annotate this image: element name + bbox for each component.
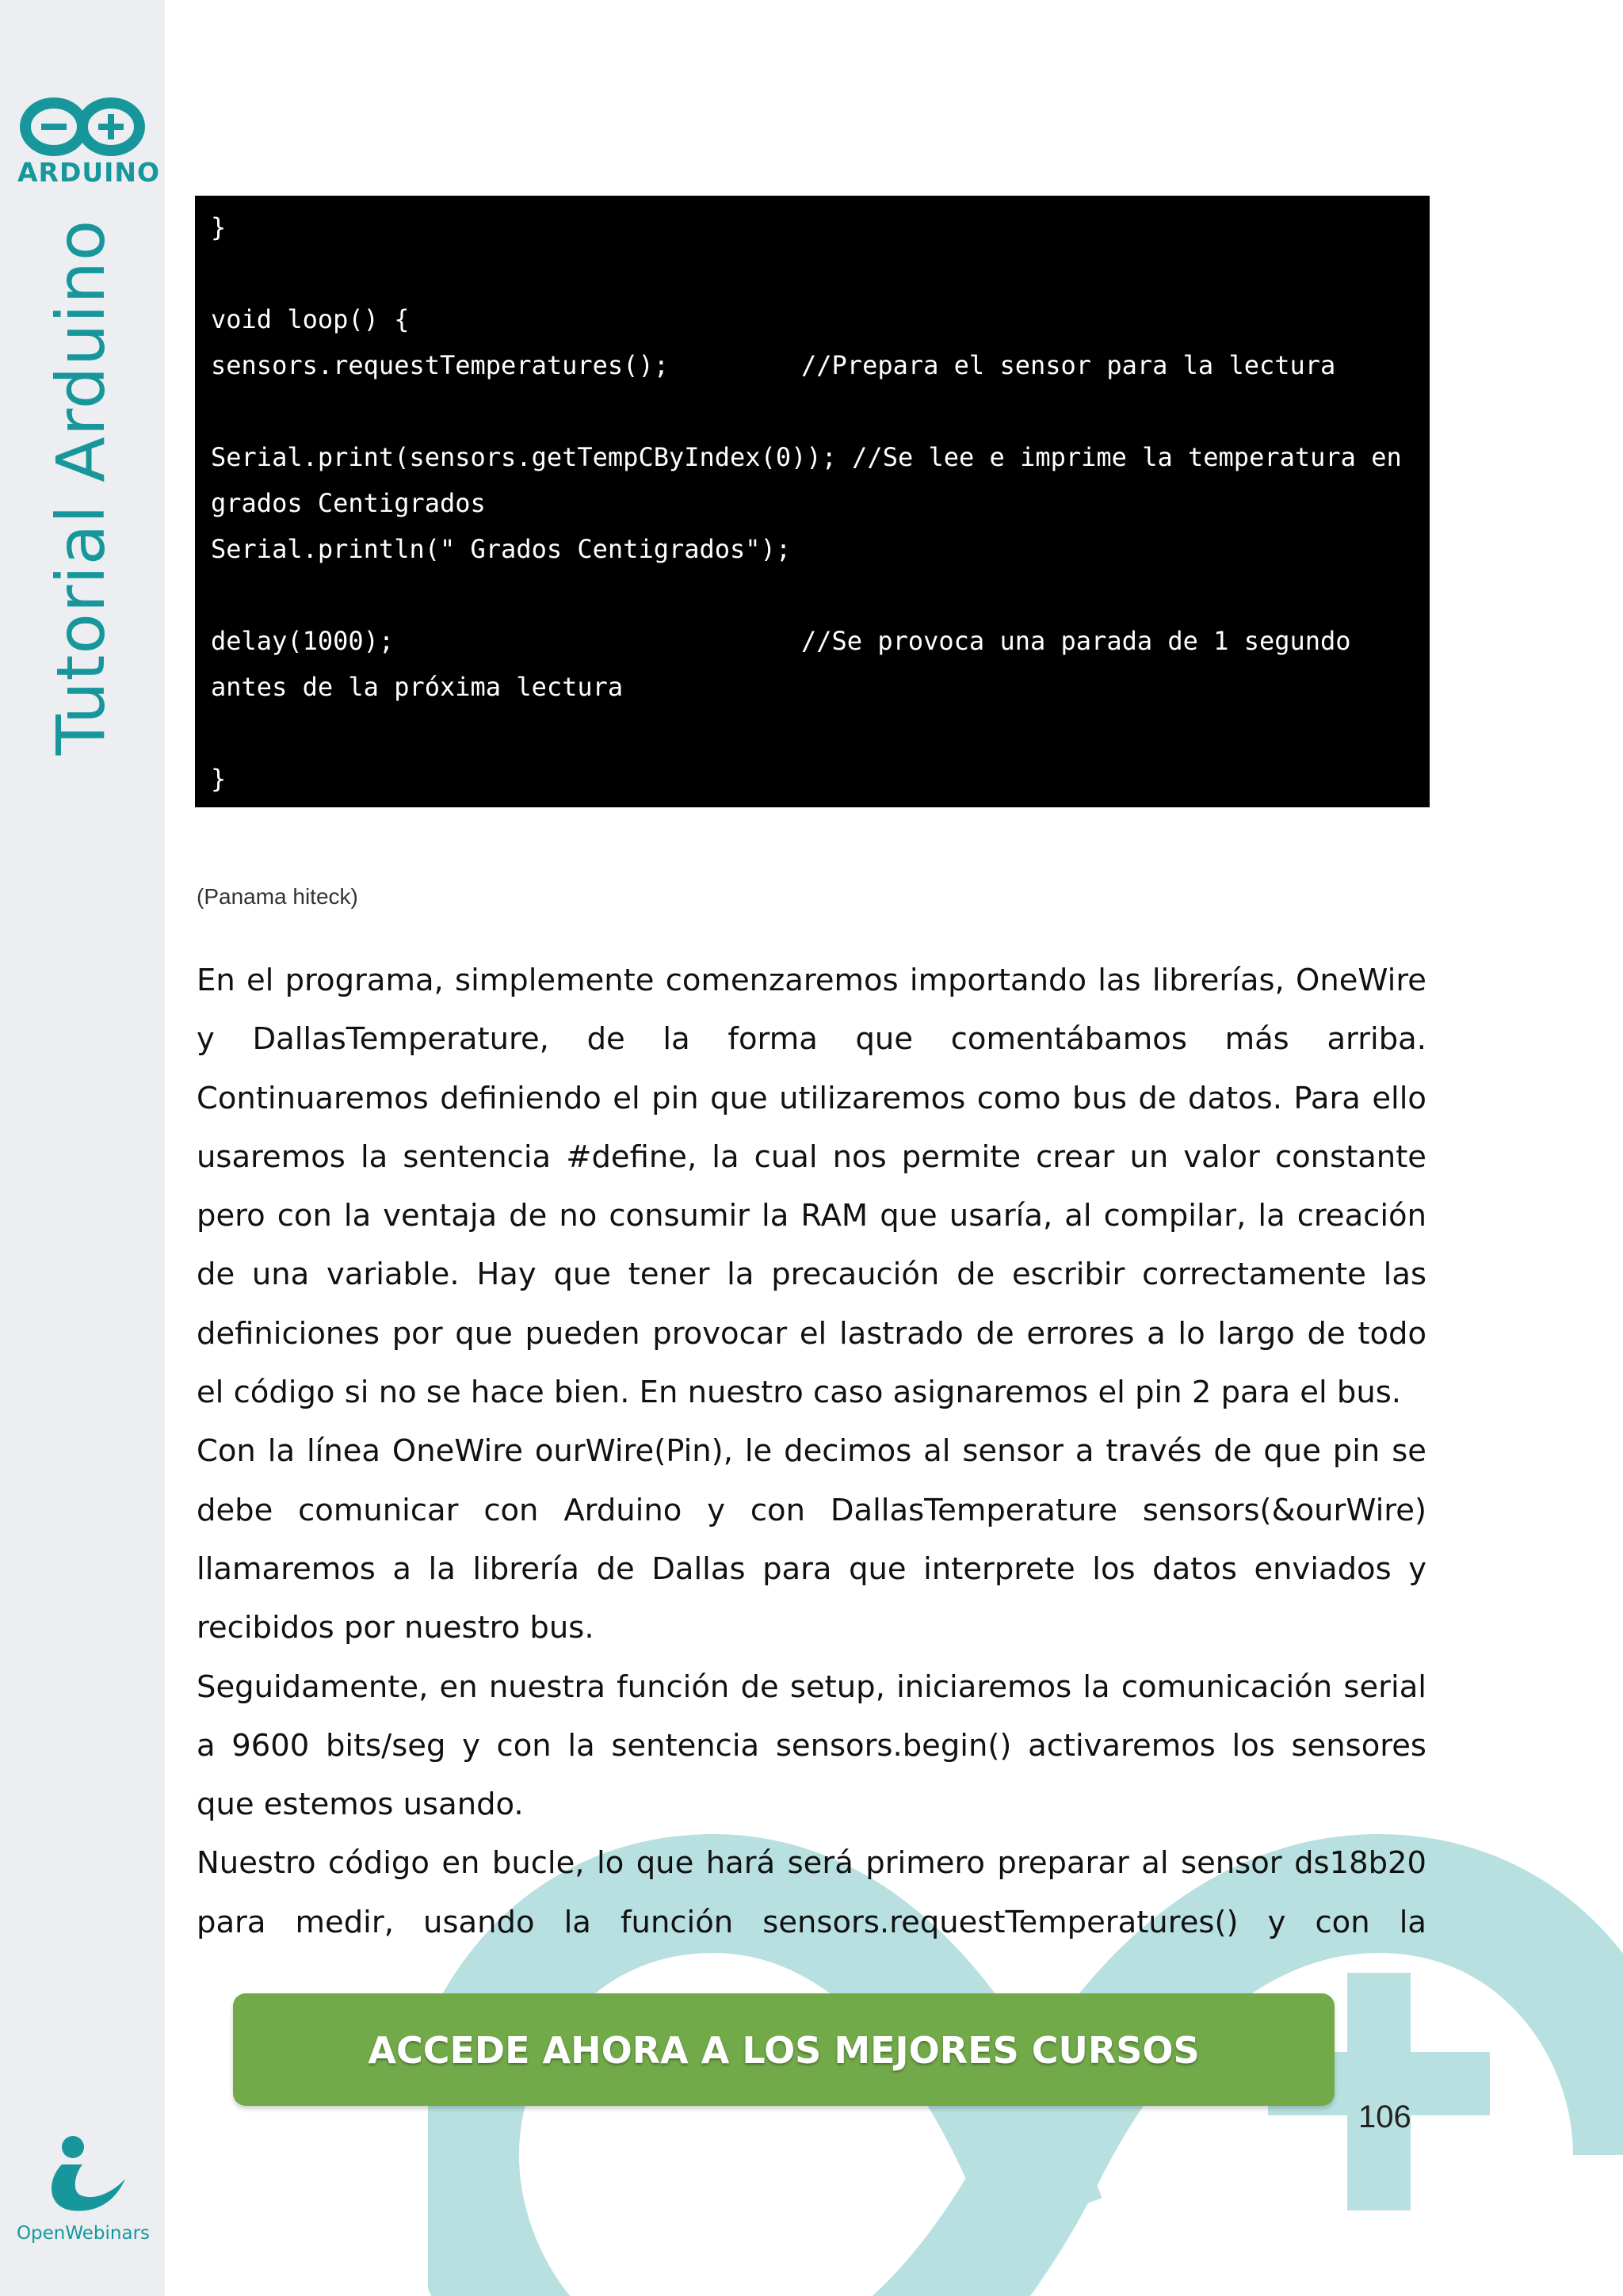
code-block [195,196,1430,807]
arduino-logo-text: ARDUINO [17,157,161,188]
code-line: } [211,764,227,794]
paragraph: Nuestro código en bucle, lo que hará será primero preparar al sensor ds18b20 para medir, usando la función sensors.requestTemperatures() y con la [197,1845,1426,1940]
openwebinars-logo-text: OpenWebinars [16,2223,151,2244]
code-line: Serial.println(" Grados Centigrados"); [211,534,792,564]
sidebar-title: Tutorial Arduino [42,219,120,756]
openwebinars-logo [16,2131,151,2250]
openwebinars-figure-icon [16,2131,151,2222]
arduino-logo [17,93,161,189]
page-number: 106 [1358,2100,1411,2134]
code-line: } [211,212,227,242]
code-comment: //Se provoca una parada de 1 segundo [801,626,1351,656]
code-line: antes de la próxima lectura [211,672,624,702]
code-line: grados Centigrados [211,488,486,518]
body-text [197,952,1426,1952]
code-comment: //Prepara el sensor para la lectura [801,350,1336,380]
code-line [211,250,1414,296]
code-line: sensors.requestTemperatures(); //Prepara el sensor para la lectura [211,342,1414,388]
code-line: Serial.print(sensors.getTempCByIndex(0)); //Se lee e imprime la temperatura en [211,442,1402,472]
source-caption: (Panama hiteck) [197,884,358,909]
paragraph: En el programa, simplemente comenzaremos importando las librerías, OneWire y DallasTemperature, de la forma que comentábamos más arriba. Continuaremos definiendo el pin que utilizaremos como bus de datos. Para ello usaremos la sentencia #define, la cual nos permite crear un valor constante pero con la ventaja de no consumir la RAM que usaría, al compilar, la creación de una variable. Hay que tener la precaución de escribir correctamente las definiciones por que pueden provocar el lastrado de errores a lo largo de todo el código si no se hace bien. En nuestro caso asignaremos el pin 2 para el bus. [197,963,1426,1411]
courses-cta-button[interactable]: ACCEDE AHORA A LOS MEJORES CURSOS [233,1993,1335,2106]
code-line: void loop() { [211,304,410,334]
code-line [211,572,1414,618]
sidebar [0,0,165,2296]
paragraph: Seguidamente, en nuestra función de setup, iniciaremos la comunicación serial a 9600 bits/seg y con la sentencia sensors.begin() activaremos los sensores que estemos usando. [197,1669,1426,1823]
arduino-infinity-icon [17,93,147,157]
code-line: delay(1000); //Se provoca una parada de 1 segundo [211,618,1414,664]
code-line [211,710,1414,756]
code-line [211,388,1414,434]
paragraph: Con la línea OneWire ourWire(Pin), le decimos al sensor a través de que pin se debe comunicar con Arduino y con DallasTemperature sensors(&ourWire) llamaremos a la librería de Dallas para que interprete los datos enviados y recibidos por nuestro bus. [197,1433,1426,1646]
